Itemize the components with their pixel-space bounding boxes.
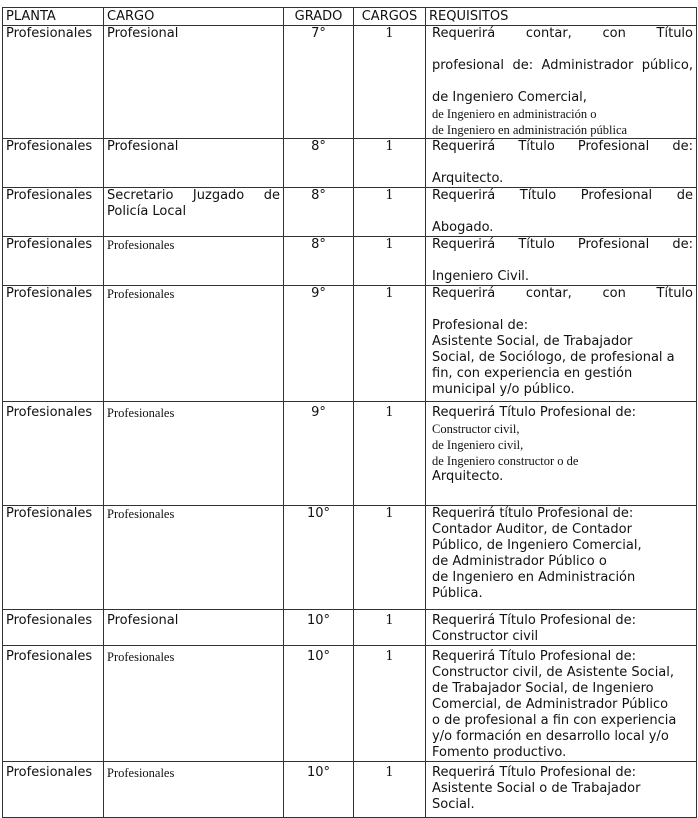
requisito-line: de Ingeniero en administración pública (432, 123, 628, 137)
requisito-line: municipal y/o público. (432, 382, 575, 397)
requisito-line: Requerirá Título Profesional de: (432, 237, 693, 252)
cargo-cell: Profesionales (104, 286, 284, 402)
requisito-line: o de profesional a fin con experiencia (432, 713, 677, 728)
requisito-line: Requerirá Título Profesional de: (432, 649, 637, 664)
cargo-cell: Profesionales (104, 237, 284, 286)
planta-cell: Profesionales (3, 402, 104, 506)
profesionales-table (2, 7, 697, 818)
cargos-cell: 1 (354, 26, 426, 139)
cargo-cell: Profesional (104, 610, 284, 646)
planta-cell: Profesionales (3, 506, 104, 610)
requisito-line: Arquitecto. (432, 171, 504, 186)
header-grado: GRADO (284, 8, 354, 26)
cargos-cell: 1 (354, 402, 426, 506)
cargos-cell: 1 (354, 646, 426, 762)
header-planta: PLANTA (3, 8, 104, 26)
requisito-line: Requerirá Título Profesional de: (432, 405, 637, 420)
grado-cell: 10° (284, 506, 354, 610)
requisitos-cell (426, 286, 697, 402)
table-row (3, 506, 697, 610)
cargo-cell: Profesionales (104, 762, 284, 818)
cargos-cell: 1 (354, 506, 426, 610)
requisitos-cell (426, 762, 697, 818)
requisito-line: de Administrador Público o (432, 554, 607, 569)
table-row (3, 139, 697, 188)
cargo-cell: Profesionales (104, 402, 284, 506)
requisitos-cell (426, 610, 697, 646)
requisito-line: Abogado. (432, 220, 494, 235)
requisito-line: Requerirá Título Profesional de: (432, 139, 693, 154)
requisito-line: Social, de Sociólogo, de profesional a (432, 350, 675, 365)
grado-cell: 9° (284, 286, 354, 402)
planta-cell: Profesionales (3, 139, 104, 188)
grado-cell: 7° (284, 26, 354, 139)
requisito-line: Fomento productivo. (432, 745, 567, 760)
requisito-line: Requerirá título Profesional de: (432, 506, 634, 521)
requisito-line: Requerirá Título Profesional de (432, 188, 693, 203)
requisito-line: Asistente Social o de Trabajador (432, 781, 641, 796)
cargos-cell: 1 (354, 610, 426, 646)
requisito-line: Social. (432, 797, 475, 812)
cargo-cell: Profesional (104, 26, 284, 139)
requisito-line: Constructor civil, (432, 422, 520, 436)
requisito-line: de Ingeniero Comercial, (432, 90, 587, 105)
requisitos-cell (426, 188, 697, 237)
cargos-cell: 1 (354, 286, 426, 402)
grado-cell: 10° (284, 762, 354, 818)
requisito-line: de Ingeniero en Administración (432, 570, 636, 585)
requisito-line: y/o formación en desarrollo local y/o (432, 729, 669, 744)
requisitos-cell (426, 506, 697, 610)
requisitos-cell (426, 646, 697, 762)
cargo-cell: Profesional (104, 139, 284, 188)
cargos-cell: 1 (354, 188, 426, 237)
planta-cell: Profesionales (3, 646, 104, 762)
cargos-cell: 1 (354, 237, 426, 286)
requisitos-cell (426, 26, 697, 139)
requisito-line: de Ingeniero constructor o de (432, 454, 579, 468)
requisito-line: de Trabajador Social, de Ingeniero (432, 681, 654, 696)
table-row (3, 26, 697, 139)
requisito-line: Asistente Social, de Trabajador (432, 334, 633, 349)
requisito-line: Requerirá Título Profesional de: (432, 613, 637, 628)
requisito-line: Profesional de: (432, 318, 529, 333)
requisito-line: Público, de Ingeniero Comercial, (432, 538, 642, 553)
table-row (3, 762, 697, 818)
requisitos-cell (426, 139, 697, 188)
requisito-line: de Ingeniero en administración o (432, 107, 597, 121)
grado-cell: 8° (284, 139, 354, 188)
requisito-line: Requerirá contar, con Título (432, 26, 693, 41)
requisito-line: Contador Auditor, de Contador (432, 522, 632, 537)
table-row (3, 646, 697, 762)
requisito-line: Arquitecto. (432, 469, 504, 484)
header-requisitos: REQUISITOS (426, 8, 697, 26)
table-row (3, 286, 697, 402)
planta-cell: Profesionales (3, 762, 104, 818)
requisitos-cell (426, 402, 697, 506)
cargos-cell: 1 (354, 139, 426, 188)
header-row (3, 8, 697, 26)
grado-cell: 10° (284, 646, 354, 762)
requisito-line: Constructor civil, de Asistente Social, (432, 665, 675, 680)
requisito-line: Requerirá contar, con Título (432, 286, 693, 301)
requisito-line: de Ingeniero civil, (432, 438, 524, 452)
requisito-line: Ingeniero Civil. (432, 269, 530, 284)
grado-cell: 9° (284, 402, 354, 506)
grado-cell: 8° (284, 237, 354, 286)
header-cargo: CARGO (104, 8, 284, 26)
planta-cell: Profesionales (3, 188, 104, 237)
planta-cell: Profesionales (3, 26, 104, 139)
planta-cell: Profesionales (3, 237, 104, 286)
cargo-cell: Profesionales (104, 506, 284, 610)
table-row (3, 188, 697, 237)
requisito-line: profesional de: Administrador público, (432, 58, 693, 73)
planta-cell: Profesionales (3, 610, 104, 646)
requisito-line: Pública. (432, 586, 483, 601)
grado-cell: 8° (284, 188, 354, 237)
requisito-line: Comercial, de Administrador Público (432, 697, 669, 712)
grado-cell: 10° (284, 610, 354, 646)
requisito-line: Constructor civil (432, 629, 539, 644)
cargo-cell: Secretario Juzgado de Policía Local (104, 188, 284, 237)
planta-cell: Profesionales (3, 286, 104, 402)
cargos-cell: 1 (354, 762, 426, 818)
requisito-line: Requerirá Título Profesional de: (432, 765, 637, 780)
requisito-line: fin, con experiencia en gestión (432, 366, 633, 381)
requisitos-cell (426, 237, 697, 286)
header-cargos: CARGOS (354, 8, 426, 26)
table-row (3, 402, 697, 506)
table-row (3, 237, 697, 286)
table-row (3, 610, 697, 646)
cargo-cell: Profesionales (104, 646, 284, 762)
